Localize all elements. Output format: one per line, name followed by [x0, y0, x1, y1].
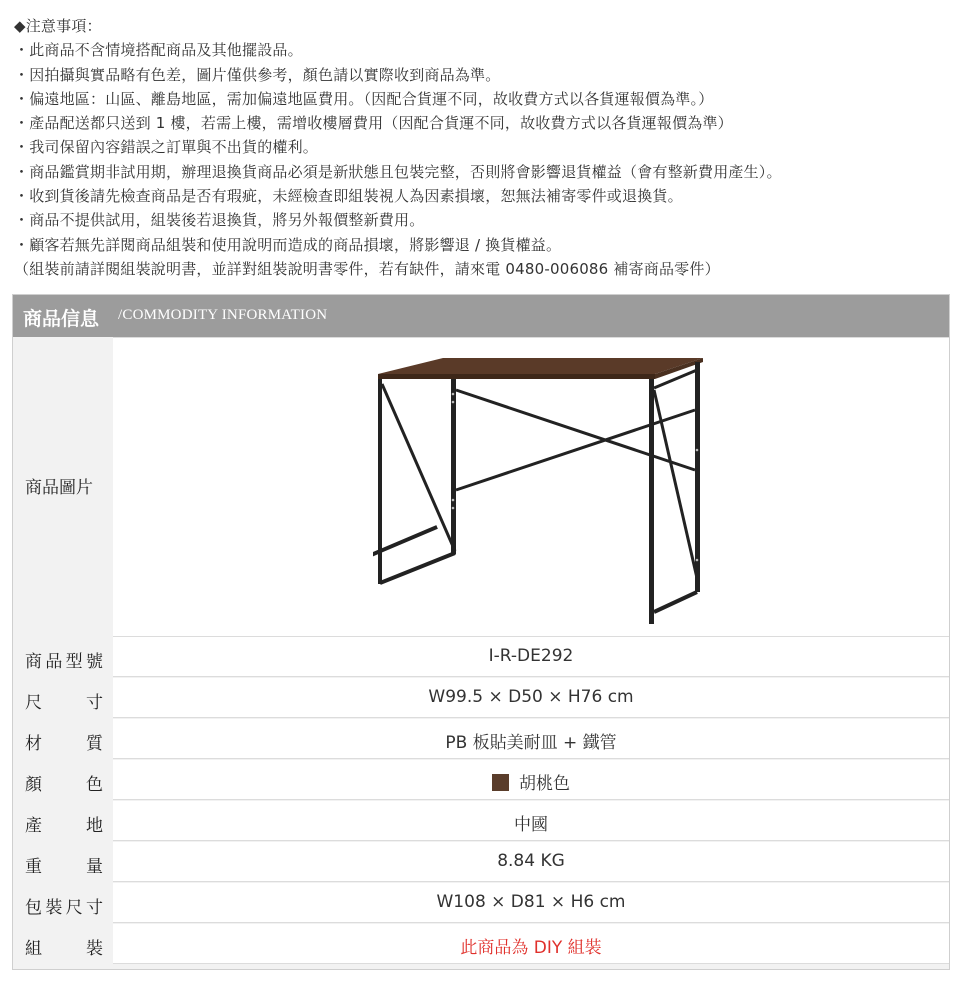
notice-item: ・商品鑑賞期非試用期，辦理退換貨商品必須是新狀態且包裝完整，否則將會影響退貨權益（會有整新費用產生）。: [14, 162, 782, 181]
notice-item: ・偏遠地區：山區、離島地區，需加偏遠地區費用。（因配合貨運不同，故收費方式以各貨運報價為準。）: [14, 89, 714, 108]
spec-label: 組裝: [25, 939, 103, 959]
spec-row-package-size: [13, 883, 949, 924]
spec-value: PB 板貼美耐皿 + 鐵管: [445, 733, 617, 753]
notice-item: ・產品配送都只送到 1 樓，若需上樓，需增收樓層費用（因配合貨運不同，故收費方式以各貨運報價為準）: [14, 114, 733, 133]
spec-label: 尺寸: [25, 693, 103, 713]
spec-value-cell: [113, 883, 949, 923]
spec-value: 8.84 KG: [497, 851, 565, 871]
spec-value-cell: [113, 637, 949, 677]
info-header: [13, 295, 949, 337]
spec-value-cell: [113, 719, 949, 759]
info-subtitle: /COMMODITY INFORMATION: [118, 307, 328, 323]
image-label: 商品圖片: [25, 478, 93, 498]
spec-label: 商品型號: [25, 652, 103, 672]
spec-value-assembly: 此商品為 DIY 組裝: [460, 938, 602, 958]
notice-heading: ◆注意事項：: [14, 17, 102, 35]
info-title: 商品信息: [23, 308, 100, 330]
spec-row-assembly: [13, 924, 949, 965]
spec-value-cell: [113, 760, 949, 800]
spec-label: 包裝尺寸: [25, 898, 103, 918]
desk-illustration: [373, 350, 713, 630]
spec-value-cell: [113, 842, 949, 882]
commodity-info-table: [12, 294, 950, 970]
notice-item: ・收到貨後請先檢查商品是否有瑕疵，未經檢查即組裝視人為因素損壞，恕無法補寄零件或退換貨。: [14, 187, 683, 206]
spec-value-cell: [113, 801, 949, 841]
spec-row-material: [13, 719, 949, 760]
spec-row-model: [13, 637, 949, 678]
spec-row-color: [13, 760, 949, 801]
notice-section: [14, 14, 950, 281]
spec-row-weight: [13, 842, 949, 883]
spec-label: 重量: [25, 857, 103, 877]
spec-label: 材質: [25, 734, 103, 754]
label-cell: [13, 337, 113, 637]
spec-label: 產地: [25, 816, 103, 836]
notice-item: ・顧客若無先詳閱商品組裝和使用說明而造成的商品損壞，將影響退 / 換貨權益。: [14, 235, 562, 254]
notice-footnote: （組裝前請詳閱組裝說明書，並詳對組裝說明書零件，若有缺件，請來電 0480-006086 補寄商品零件）: [14, 259, 720, 278]
spec-row-origin: [13, 801, 949, 842]
color-name: 胡桃色: [519, 774, 570, 794]
spec-value: W108 × D81 × H6 cm: [436, 892, 626, 912]
spec-value: I-R-DE292: [488, 646, 574, 666]
spec-row-size: [13, 678, 949, 719]
notice-item: ・此商品不含情境搭配商品及其他擺設品。: [14, 41, 303, 60]
product-image-row: [13, 337, 949, 637]
product-image-cell: [113, 337, 949, 637]
color-swatch: [492, 774, 509, 791]
notice-item: ・商品不提供試用，組裝後若退換貨，將另外報價整新費用。: [14, 211, 425, 230]
spec-value-color: [113, 769, 949, 794]
spec-value: 中國: [514, 815, 548, 835]
notice-item: ・因拍攝與實品略有色差，圖片僅供參考，顏色請以實際收到商品為準。: [14, 65, 501, 84]
notice-item: ・我司保留內容錯誤之訂單與不出貨的權利。: [14, 138, 319, 157]
spec-value-cell: [113, 678, 949, 718]
spec-label: 顏色: [25, 775, 103, 795]
spec-value: W99.5 × D50 × H76 cm: [428, 687, 634, 707]
spec-value-cell: [113, 924, 949, 964]
